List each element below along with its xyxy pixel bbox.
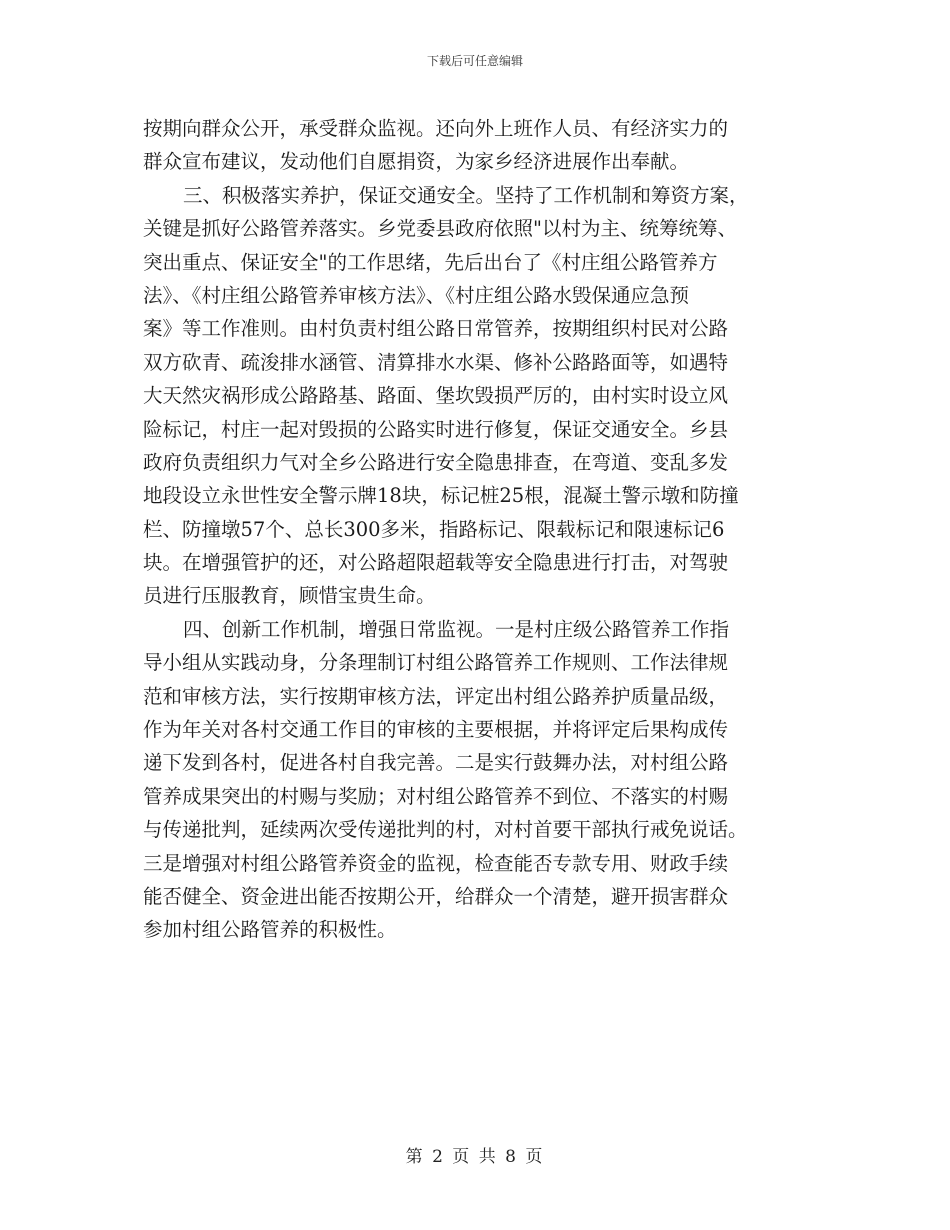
text-line-25: 参加村组公路管养的积极性。 <box>143 918 397 942</box>
text-line-13: 栏、防撞墩57个、总长300多米，指路标记、限载标记和限速标记6 <box>143 517 725 541</box>
text-line-20: 递下发到各村，促进各村自我完善。二是实行鼓舞办法，对村组公路 <box>143 751 729 775</box>
text-line-19: 作为年关对各村交通工作目的审核的主要根据，并将评定后果构成传 <box>143 718 729 742</box>
text-line-10: 险标记，村庄一起对毁损的公路实时进行修复，保证交通安全。乡县 <box>143 417 729 441</box>
text-line-2: 群众宣布建议，发动他们自愿捐资，为家乡经济进展作出奉献。 <box>143 150 690 174</box>
page-number: 第 2 页 共 8 页 <box>405 1147 545 1167</box>
text-line-22: 与传递批判，延续两次受传递批判的村，对村首要干部执行戒免说话。 <box>143 818 748 842</box>
page-header-note: 下载后可任意编辑 <box>426 54 523 68</box>
document-body <box>143 112 810 947</box>
paragraph-3-start: 三、积极落实养护，保证交通安全。坚持了工作机制和筹资方案， <box>183 183 749 207</box>
text-line-14: 块。在增强管护的还，对公路超限超载等安全隐患进行打击，对驾驶 <box>143 551 729 575</box>
text-line-15: 员进行压服教育，顾惜宝贵生命。 <box>143 584 436 608</box>
text-line-5: 突出重点、保证安全"的工作思绪，先后出台了《村庄组公路管养方 <box>143 250 718 274</box>
text-line-18: 范和审核方法，实行按期审核方法，评定出村组公路养护质量品级， <box>143 684 729 708</box>
text-line-6: 法》、《村庄组公路管养审核方法》、《村庄组公路水毁保通应急预 <box>143 283 690 307</box>
text-line-1: 按期向群众公开，承受群众监视。还向外上班作人员、有经济实力的 <box>143 117 729 140</box>
text-line-12: 地段设立永世性安全警示牌18块，标记桩25根，混凝土警示墩和防撞 <box>143 484 739 508</box>
text-line-8: 双方砍青、疏浚排水涵管、清算排水水渠、修补公路路面等，如遇特 <box>143 350 729 374</box>
text-line-21: 管养成果突出的村赐与奖励；对村组公路管养不到位、不落实的村赐 <box>143 784 729 808</box>
paragraph-4-start: 四、创新工作机制，增强日常监视。一是村庄级公路管养工作指 <box>183 617 730 641</box>
text-line-24: 能否健全、资金进出能否按期公开，给群众一个清楚，避开损害群众 <box>143 884 729 908</box>
text-line-4: 关键是抓好公路管养落实。乡党委县政府依照"以村为主、统筹统筹、 <box>143 217 737 241</box>
text-line-7: 案》等工作准则。由村负责村组公路日常管养，按期组织村民对公路 <box>143 317 729 341</box>
text-line-11: 政府负责组织力气对全乡公路进行安全隐患排查，在弯道、变乱多发 <box>143 450 729 474</box>
text-line-9: 大天然灾祸形成公路路基、路面、堡坎毁损严厉的，由村实时设立风 <box>143 384 729 408</box>
text-line-17: 导小组从实践动身，分条理制订村组公路管养工作规则、工作法律规 <box>143 651 729 675</box>
text-line-23: 三是增强对村组公路管养资金的监视，检查能否专款专用、财政手续 <box>143 851 729 875</box>
